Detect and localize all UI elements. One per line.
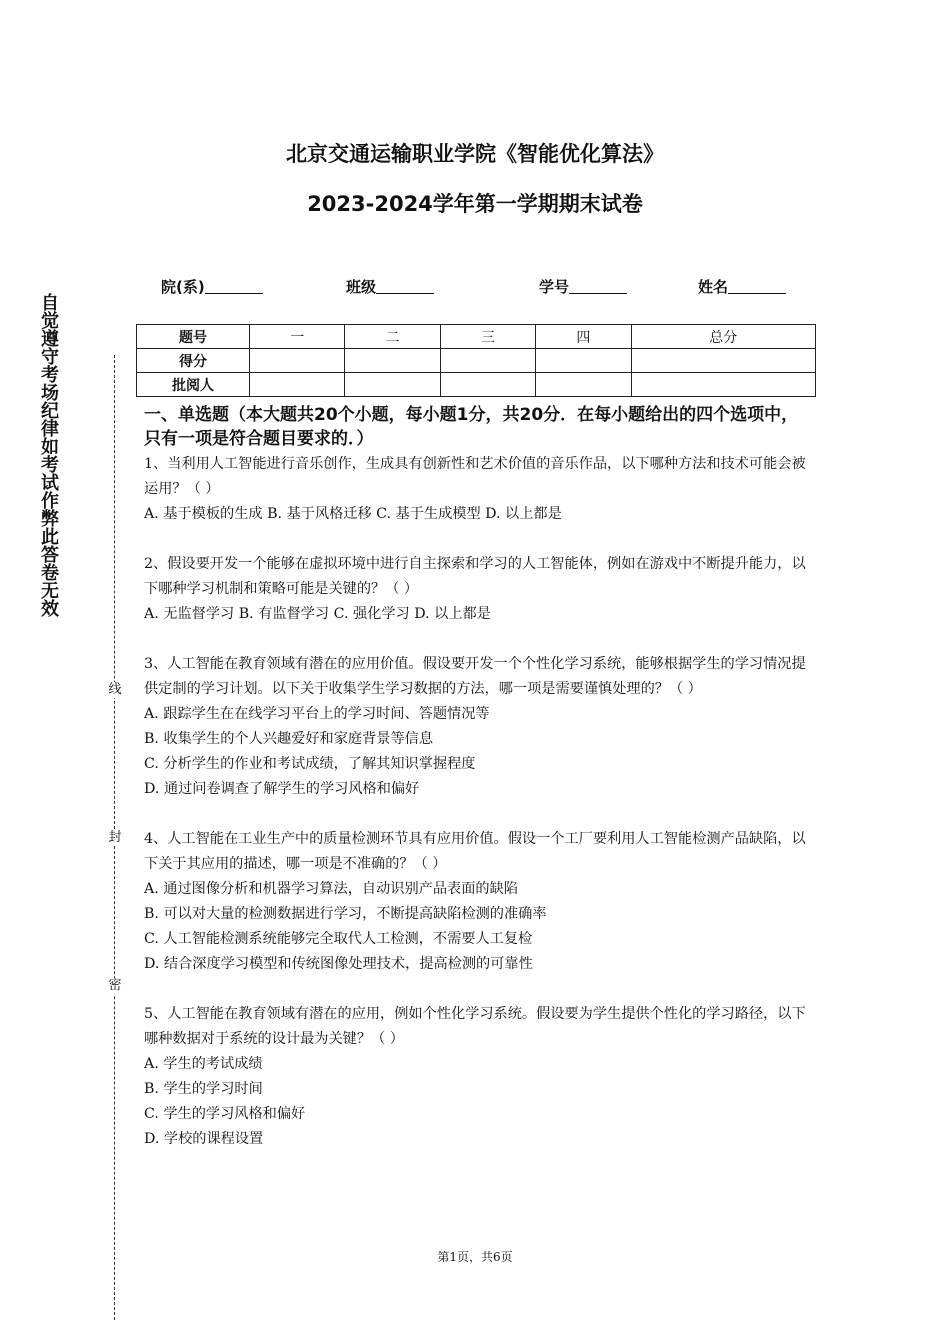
option-a: A. 跟踪学生在在线学习平台上的学习时间、答题情况等: [144, 706, 490, 722]
exam-content: [144, 403, 814, 1152]
question-4: [144, 827, 814, 977]
question-1: [144, 452, 814, 527]
class-field: [346, 276, 434, 297]
score-cell[interactable]: [250, 349, 345, 373]
binding-mark-seal: 封: [108, 830, 122, 845]
option-d: D. 通过问卷调查了解学生的学习风格和偏好: [144, 781, 420, 797]
score-table-header-row: [137, 325, 816, 349]
grader-row: [137, 373, 816, 397]
question-5: [144, 1002, 814, 1152]
question-stem: 5、人工智能在教育领域有潜在的应用，例如个性化学习系统。假设要为学生提供个性化的学习路径，以下哪种数据对于系统的设计最为关键？（ ）: [144, 1006, 806, 1047]
page-number: 第1页，共6页: [437, 1250, 513, 1264]
row-label-score: 得分: [137, 349, 250, 373]
department-blank[interactable]: [205, 279, 263, 294]
option-a: A. 学生的考试成绩: [144, 1056, 263, 1072]
student-id-blank[interactable]: [569, 279, 627, 294]
class-label: 班级: [346, 278, 377, 296]
name-blank[interactable]: [728, 279, 786, 294]
question-stem: 3、人工智能在教育领域有潜在的应用价值。假设要开发一个个性化学习系统，能够根据学生的学习情况提供定制的学习计划。以下关于收集学生学习数据的方法，哪一项是需要谨慎处理的？（ ）: [144, 656, 806, 697]
exam-discipline-notice: 自觉遵守考场纪律如考试作弊此答卷无效: [38, 293, 59, 617]
question-3: [144, 652, 814, 802]
score-cell[interactable]: [536, 349, 631, 373]
option-b: B. 学生的学习时间: [144, 1081, 263, 1097]
grader-cell[interactable]: [345, 373, 440, 397]
question-2: [144, 552, 814, 627]
department-label: 院(系): [161, 278, 205, 296]
option-d: D. 结合深度学习模型和传统图像处理技术，提高检测的可靠性: [144, 956, 533, 972]
option-b: B. 收集学生的个人兴趣爱好和家庭背景等信息: [144, 731, 434, 747]
name-field: [698, 276, 786, 297]
column-4: 四: [536, 325, 631, 349]
score-cell[interactable]: [440, 349, 535, 373]
section-heading: 一、单选题（本大题共20个小题，每小题1分，共20分．在每小题给出的四个选项中，只有一项是符合题目要求的．）: [144, 405, 799, 449]
student-id-field: [539, 276, 627, 297]
option-a: A. 通过图像分析和机器学习算法，自动识别产品表面的缺陷: [144, 881, 518, 897]
score-table: [136, 324, 816, 397]
question-stem: 1、当利用人工智能进行音乐创作，生成具有创新性和艺术价值的音乐作品，以下哪种方法和技术可能会被运用？（ ）: [144, 456, 806, 497]
column-total: 总分: [631, 325, 815, 349]
exam-title-line2: 2023-2024学年第一学期期末试卷: [307, 192, 643, 216]
student-id-label: 学号: [539, 278, 570, 296]
binding-mark-secret: 密: [108, 978, 122, 993]
grader-cell[interactable]: [631, 373, 815, 397]
binding-mark-line: 线: [108, 682, 122, 697]
question-stem: 2、假设要开发一个能够在虚拟环境中进行自主探索和学习的人工智能体，例如在游戏中不断提升能力，以下哪种学习机制和策略可能是关键的？（ ）: [144, 556, 806, 597]
column-3: 三: [440, 325, 535, 349]
name-label: 姓名: [698, 278, 729, 296]
option-d: D. 学校的课程设置: [144, 1131, 264, 1147]
grader-cell[interactable]: [536, 373, 631, 397]
question-options: A. 基于模板的生成 B. 基于风格迁移 C. 基于生成模型 D. 以上都是: [144, 506, 562, 522]
option-c: C. 人工智能检测系统能够完全取代人工检测，不需要人工复检: [144, 931, 533, 947]
row-label-question-no: 题号: [137, 325, 250, 349]
department-field: [161, 276, 263, 297]
option-c: C. 学生的学习风格和偏好: [144, 1106, 306, 1122]
column-2: 二: [345, 325, 440, 349]
question-options: A. 无监督学习 B. 有监督学习 C. 强化学习 D. 以上都是: [144, 606, 491, 622]
grader-cell[interactable]: [250, 373, 345, 397]
class-blank[interactable]: [376, 279, 434, 294]
score-cell[interactable]: [631, 349, 815, 373]
grader-cell[interactable]: [440, 373, 535, 397]
option-b: B. 可以对大量的检测数据进行学习，不断提高缺陷检测的准确率: [144, 906, 547, 922]
score-row: [137, 349, 816, 373]
score-cell[interactable]: [345, 349, 440, 373]
question-stem: 4、人工智能在工业生产中的质量检测环节具有应用价值。假设一个工厂要利用人工智能检测产品缺陷，以下关于其应用的描述，哪一项是不准确的？（ ）: [144, 831, 806, 872]
column-1: 一: [250, 325, 345, 349]
exam-title-line1: 北京交通运输职业学院《智能优化算法》: [286, 142, 664, 166]
option-c: C. 分析学生的作业和考试成绩，了解其知识掌握程度: [144, 756, 476, 772]
row-label-grader: 批阅人: [137, 373, 250, 397]
